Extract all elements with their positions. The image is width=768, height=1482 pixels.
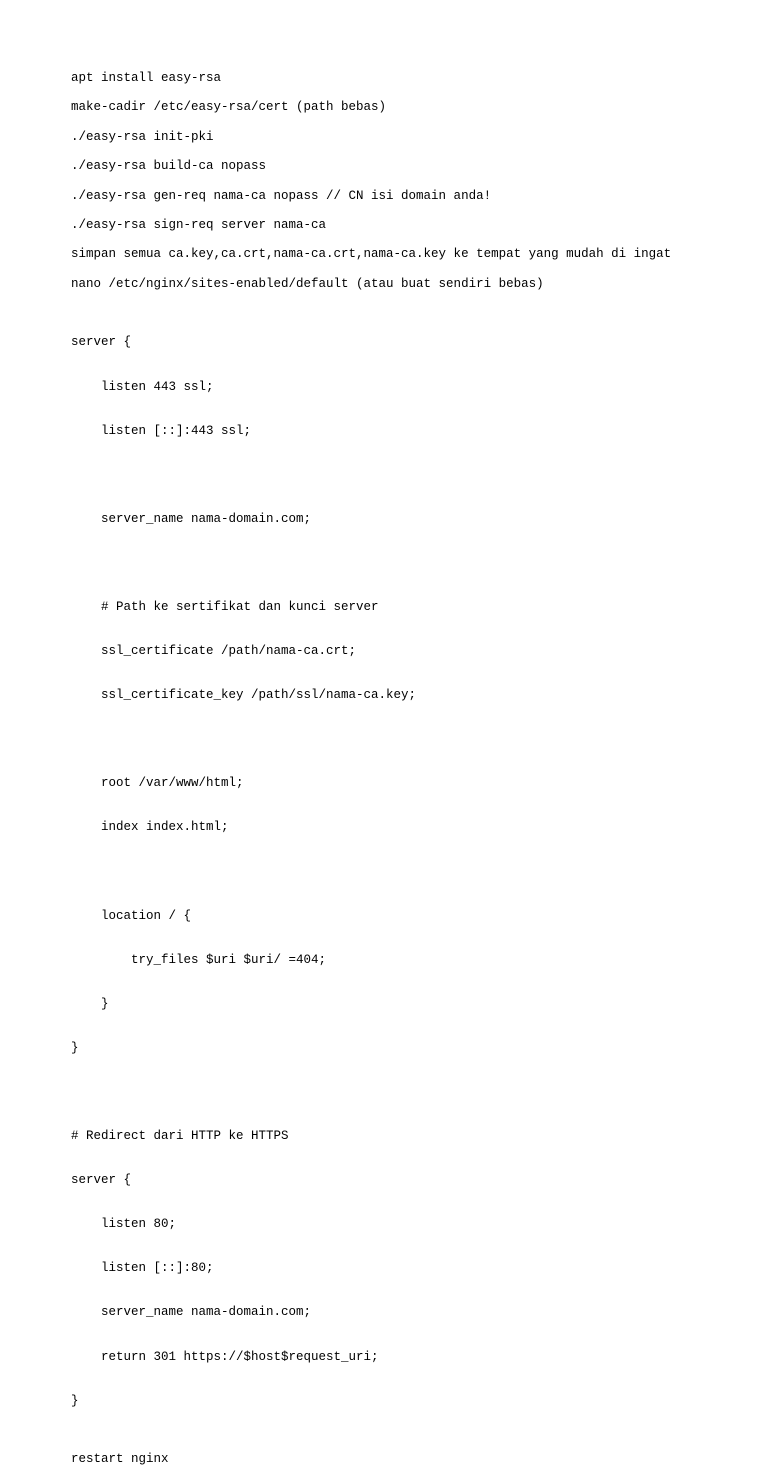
code-line: listen 443 ssl; xyxy=(71,379,214,394)
step-restart-nginx: restart nginx xyxy=(71,1452,169,1467)
code-line: server_name nama-domain.com; xyxy=(71,1305,312,1320)
code-line: try_files $uri $uri/ =404; xyxy=(71,952,327,967)
code-line: } xyxy=(71,1393,79,1408)
step-build-ca: ./easy-rsa build-ca nopass xyxy=(71,159,267,174)
nginx-https-server-block xyxy=(71,306,751,1085)
code-line xyxy=(71,732,751,747)
step-init-pki: ./easy-rsa init-pki xyxy=(71,129,214,144)
step-sign-req: ./easy-rsa sign-req server nama-ca xyxy=(71,217,327,232)
code-line: server { xyxy=(71,1173,132,1188)
code-line: ssl_certificate /path/nama-ca.crt; xyxy=(71,644,357,659)
code-line xyxy=(71,865,751,880)
code-line: listen 80; xyxy=(71,1217,177,1232)
code-line: listen [::]:443 ssl; xyxy=(71,423,252,438)
nginx-http-redirect-block xyxy=(71,1100,751,1438)
step-make-cadir: make-cadir /etc/easy-rsa/cert (path bebas) xyxy=(71,100,387,115)
code-line: } xyxy=(71,996,109,1011)
code-line: # Redirect dari HTTP ke HTTPS xyxy=(71,1129,289,1144)
step-install-easy-rsa: apt install easy-rsa xyxy=(71,71,222,85)
code-line xyxy=(71,468,751,483)
code-line: return 301 https://$host$request_uri; xyxy=(71,1349,379,1364)
code-line: } xyxy=(71,1040,79,1055)
code-line: location / { xyxy=(71,908,192,923)
code-line xyxy=(71,556,751,571)
step-gen-req: ./easy-rsa gen-req nama-ca nopass // CN isi domain anda! xyxy=(71,188,492,203)
step-save-keys: simpan semua ca.key,ca.crt,nama-ca.crt,nama-ca.key ke tempat yang mudah di ingat xyxy=(71,247,672,262)
code-line: server_name nama-domain.com; xyxy=(71,511,312,526)
code-line: index index.html; xyxy=(71,820,229,835)
code-line: # Path ke sertifikat dan kunci server xyxy=(71,599,379,614)
step-edit-nginx-config: nano /etc/nginx/sites-enabled/default (atau buat sendiri bebas) xyxy=(71,276,544,291)
code-line: root /var/www/html; xyxy=(71,776,244,791)
code-line: listen [::]:80; xyxy=(71,1261,214,1276)
document-page xyxy=(71,71,751,1482)
code-line: server { xyxy=(71,335,132,350)
code-line: ssl_certificate_key /path/ssl/nama-ca.key; xyxy=(71,688,417,703)
